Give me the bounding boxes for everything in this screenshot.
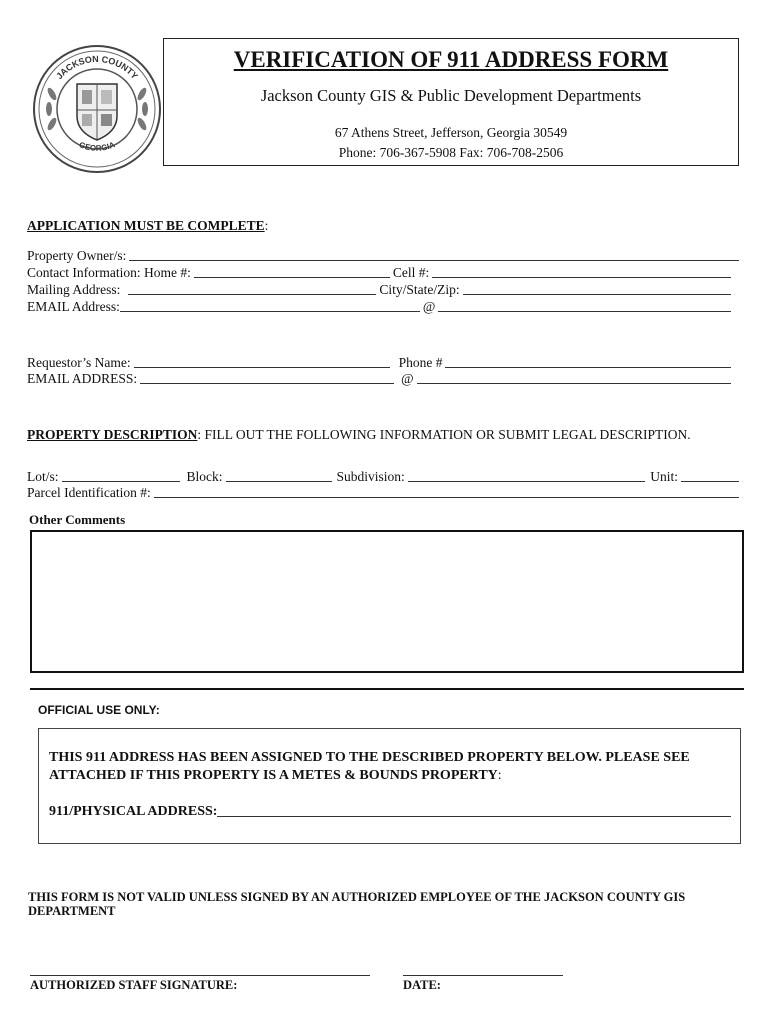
physical-address-label: 911/PHYSICAL ADDRESS: bbox=[49, 804, 218, 819]
form-title: VERIFICATION OF 911 ADDRESS FORM bbox=[233, 47, 669, 72]
unit-field[interactable] bbox=[681, 481, 739, 482]
parcel-id-label: Parcel Identification #: bbox=[27, 485, 151, 500]
block-label: Block: bbox=[186, 469, 223, 484]
requestor-email-at-sign: @ bbox=[401, 371, 414, 386]
application-heading-suffix: : bbox=[264, 218, 269, 233]
signature-label: AUTHORIZED STAFF SIGNATURE: bbox=[30, 978, 238, 992]
cell-field[interactable] bbox=[432, 277, 731, 278]
requestor-name-field[interactable] bbox=[134, 367, 390, 368]
email-row bbox=[27, 298, 739, 315]
property-heading bbox=[27, 427, 691, 443]
block-field[interactable] bbox=[226, 481, 332, 482]
home-phone-label: Contact Information: Home #: bbox=[27, 265, 191, 280]
address-assigned-statement bbox=[49, 749, 729, 785]
signature-field[interactable] bbox=[30, 975, 370, 976]
subdivision-label: Subdivision: bbox=[336, 469, 405, 484]
requestor-phone-field[interactable] bbox=[445, 367, 731, 368]
email-at-sign: @ bbox=[422, 299, 436, 314]
mailing-address-field[interactable] bbox=[128, 294, 376, 295]
application-heading-text: APPLICATION MUST BE COMPLETE bbox=[27, 218, 265, 233]
property-heading-text: PROPERTY DESCRIPTION bbox=[27, 427, 198, 442]
header-box bbox=[163, 38, 739, 166]
requestor-email-row bbox=[27, 370, 739, 387]
property-owner-row bbox=[27, 247, 739, 264]
address-assigned-text: THIS 911 ADDRESS HAS BEEN ASSIGNED TO THE DESCRIBED PROPERTY BELOW. PLEASE SEE ATTACHED IF THIS PROPERTY IS A METES & BOUNDS PROPERTY bbox=[49, 750, 690, 783]
property-owner-field[interactable] bbox=[129, 260, 739, 261]
department-address: 67 Athens Street, Jefferson, Georgia 30549 bbox=[334, 125, 568, 140]
unit-label: Unit: bbox=[650, 469, 678, 484]
other-comments-field[interactable] bbox=[30, 530, 744, 673]
svg-text:GEORGIA: GEORGIA bbox=[77, 140, 117, 153]
requestor-name-label: Requestor’s Name: bbox=[27, 355, 131, 370]
date-field[interactable] bbox=[403, 975, 563, 976]
address-assigned-suffix: : bbox=[497, 768, 502, 783]
date-label: DATE: bbox=[403, 978, 441, 992]
validity-notice: THIS FORM IS NOT VALID UNLESS SIGNED BY AN AUTHORIZED EMPLOYEE OF THE JACKSON COUNTY GIS DEPARTMENT bbox=[28, 890, 686, 918]
department-subtitle: Jackson County GIS & Public Development Departments bbox=[260, 86, 642, 105]
svg-text:JACKSON COUNTY: JACKSON COUNTY bbox=[54, 53, 140, 82]
department-phone: Phone: 706-367-5908 Fax: 706-708-2506 bbox=[338, 145, 564, 160]
city-state-zip-field[interactable] bbox=[463, 294, 731, 295]
lots-field[interactable] bbox=[62, 481, 180, 482]
contact-row bbox=[27, 264, 739, 281]
home-phone-field[interactable] bbox=[194, 277, 390, 278]
county-seal-icon bbox=[32, 44, 162, 174]
cell-label: Cell #: bbox=[392, 265, 430, 280]
mailing-row bbox=[27, 281, 739, 298]
application-heading bbox=[27, 218, 268, 234]
requestor-email-user-field[interactable] bbox=[140, 383, 394, 384]
official-use-box bbox=[38, 728, 741, 844]
property-heading-suffix: : FILL OUT THE FOLLOWING INFORMATION OR SUBMIT LEGAL DESCRIPTION. bbox=[197, 427, 691, 442]
parcel-id-field[interactable] bbox=[154, 497, 739, 498]
city-state-zip-label: City/State/Zip: bbox=[379, 282, 460, 297]
physical-address-field[interactable] bbox=[217, 816, 731, 817]
requestor-email-label: EMAIL ADDRESS: bbox=[27, 371, 138, 386]
lots-label: Lot/s: bbox=[27, 469, 59, 484]
requestor-phone-label: Phone # bbox=[398, 355, 443, 370]
parcel-row bbox=[27, 484, 739, 501]
property-owner-label: Property Owner/s: bbox=[27, 248, 127, 263]
mailing-address-label: Mailing Address: bbox=[27, 282, 121, 297]
requestor-email-domain-field[interactable] bbox=[417, 383, 731, 384]
subdivision-field[interactable] bbox=[408, 481, 645, 482]
email-user-field[interactable] bbox=[120, 311, 420, 312]
email-domain-field[interactable] bbox=[438, 311, 731, 312]
physical-address-row bbox=[49, 804, 731, 820]
section-divider bbox=[30, 688, 744, 690]
official-use-label: OFFICIAL USE ONLY: bbox=[38, 703, 160, 717]
other-comments-label: Other Comments bbox=[29, 512, 126, 527]
requestor-row bbox=[27, 354, 739, 371]
email-label: EMAIL Address: bbox=[27, 299, 120, 314]
lot-block-row bbox=[27, 468, 739, 485]
